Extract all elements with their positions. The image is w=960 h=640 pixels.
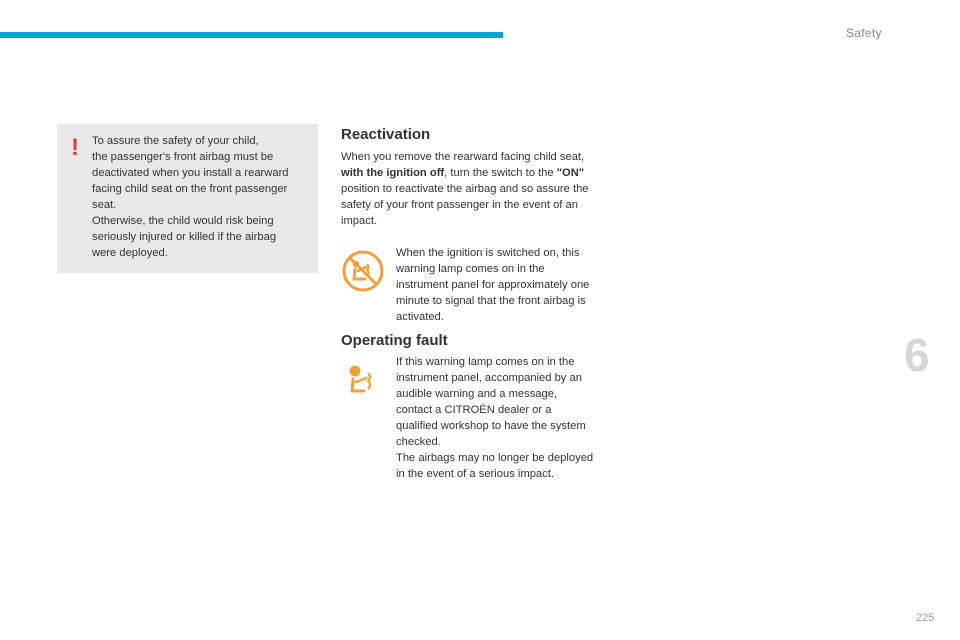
warning-line: were deployed. (92, 247, 168, 259)
reactivation-text: , turn the switch to the (444, 167, 557, 179)
reactivation-paragraph (341, 149, 601, 229)
operating-fault-heading: Operating fault (341, 332, 448, 349)
exclamation-icon: ! (71, 134, 79, 161)
reactivation-text: position to reactivate the airbag and so assure the safety of your front passenger in the event of an impact. (341, 183, 589, 227)
fault-text: The airbags may no longer be deployed in the event of a serious impact. (396, 452, 594, 480)
warning-line: deactivated when you install a rearward (92, 167, 289, 179)
airbag-off-warning-icon (341, 249, 385, 293)
warning-text (92, 133, 314, 261)
page-number: 225 (916, 612, 935, 624)
warning-line: facing child seat on the front passenger (92, 183, 288, 195)
warning-line: To assure the safety of your child, (92, 135, 259, 147)
warning-line: seriously injured or killed if the airbag (92, 231, 277, 243)
section-title: Safety (846, 26, 882, 40)
chapter-number: 6 (904, 329, 930, 381)
airbag-fault-icon (346, 364, 382, 396)
header-accent-bar (0, 32, 503, 38)
reactivation-bold: "ON" (556, 167, 585, 179)
fault-text: If this warning lamp comes on in the instrument panel, accompanied by an audible warning and a message, contact a CITROËN dealer or a qualified workshop to have the system checked. (396, 356, 586, 448)
warning-box (57, 124, 318, 273)
warning-line: the passenger's front airbag must be (92, 151, 274, 163)
reactivation-bold: with the ignition off (341, 167, 445, 179)
reactivation-text: When you remove the rearward facing child seat, (341, 151, 585, 163)
reactivation-heading: Reactivation (341, 126, 431, 143)
warning-line: Otherwise, the child would risk being (92, 215, 274, 227)
warning-line: seat. (92, 199, 117, 211)
lamp-description: When the ignition is switched on, this warning lamp comes on in the instrument panel for approximately one minute to signal that the front airbag is activated. (396, 247, 590, 323)
fault-paragraph (396, 354, 596, 482)
